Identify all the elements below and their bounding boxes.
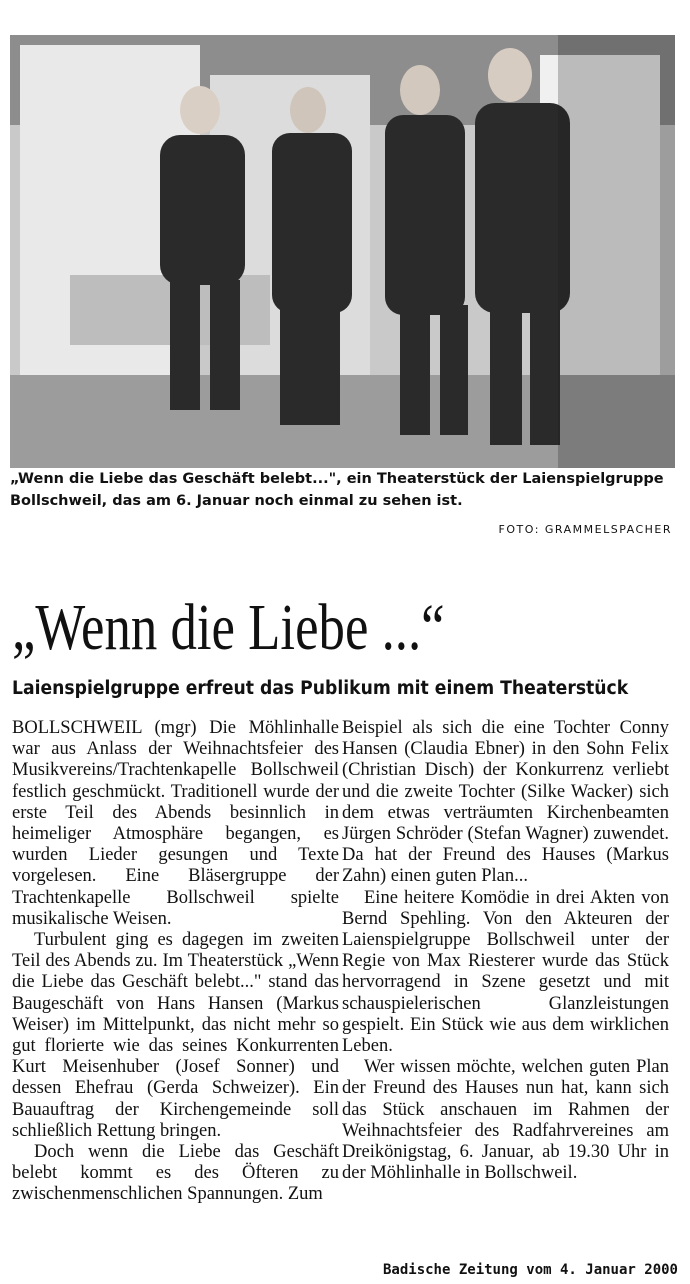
subheadline: Laienspielgruppe erfreut das Publikum mit einem Theaterstück xyxy=(12,678,629,699)
article-column-right xyxy=(342,718,669,1184)
article-column-left xyxy=(12,718,339,1206)
stage-photo xyxy=(10,35,675,468)
paragraph: Doch wenn die Liebe das Geschäft belebt kommt es des Öfteren zu zwischenmenschlichen Spannungen. Zum xyxy=(12,1142,339,1205)
paragraph: Wer wissen möchte, welchen guten Plan der Freund des Hauses nun hat, kann sich das Stück anschauen im Rahmen der Weihnachtsfeier des Radfahrvereines am Dreikönigstag, 6. Januar, ab 19.30 Uhr in der Möhlinhalle in Bollschweil. xyxy=(342,1057,669,1184)
paragraph: BOLLSCHWEIL (mgr) Die Möhlinhalle war aus Anlass der Weihnachtsfeier des Musikvereins/Trachtenkapelle Bollschweil festlich geschmückt. Traditionell wurde der erste Teil des Abends besinnlich in heimeliger Atmosphäre begangen, es wurden Lieder gesungen und Texte vorgelesen. Eine Bläsergruppe der Trachtenkapelle Bollschweil spielte musikalische Weisen. xyxy=(12,718,339,929)
photo-credit: FOTO: GRAMMELSPACHER xyxy=(498,523,672,536)
paragraph: Turbulent ging es dagegen im zweiten Teil des Abends zu. Im Theaterstück „Wenn die Liebe das Geschäft belebt..." stand das Baugeschäft von Hans Hansen (Markus Weiser) im Mittelpunkt, das nicht mehr so gut florierte wie das seines Konkurrenten Kurt Meisenhuber (Josef Sonner) und dessen Ehefrau (Gerda Schweizer). Ein Bauauftrag der Kirchengemeinde soll schließlich Rettung bringen. xyxy=(12,930,339,1141)
photo-caption: „Wenn die Liebe das Geschäft belebt...", ein Theaterstück der Laienspielgruppe Bollschweil, das am 6. Januar noch einmal zu sehen ist. xyxy=(10,471,664,509)
headline: „Wenn die Liebe ...“ xyxy=(12,591,445,664)
source-note: Badische Zeitung vom 4. Januar 2000 xyxy=(382,1262,678,1278)
paragraph: Beispiel als sich die eine Tochter Conny Hansen (Claudia Ebner) in den Sohn Felix (Christian Disch) der Konkurrenz verliebt und die zweite Tochter (Silke Wacker) sich dem etwas verträumten Kirchenbeamten Jürgen Schröder (Stefan Wagner) zuwendet. Da hat der Freund des Hauses (Markus Zahn) einen guten Plan... xyxy=(342,718,669,887)
paragraph: Eine heitere Komödie in drei Akten von Bernd Spehling. Von den Akteuren der Laienspielgruppe Bollschweil unter der Regie von Max Riesterer wurde das Stück hervorragend in Szene gesetzt und mit schauspielerischen Glanzleistungen gespielt. Ein Stück wie aus dem wirklichen Leben. xyxy=(342,887,669,1057)
